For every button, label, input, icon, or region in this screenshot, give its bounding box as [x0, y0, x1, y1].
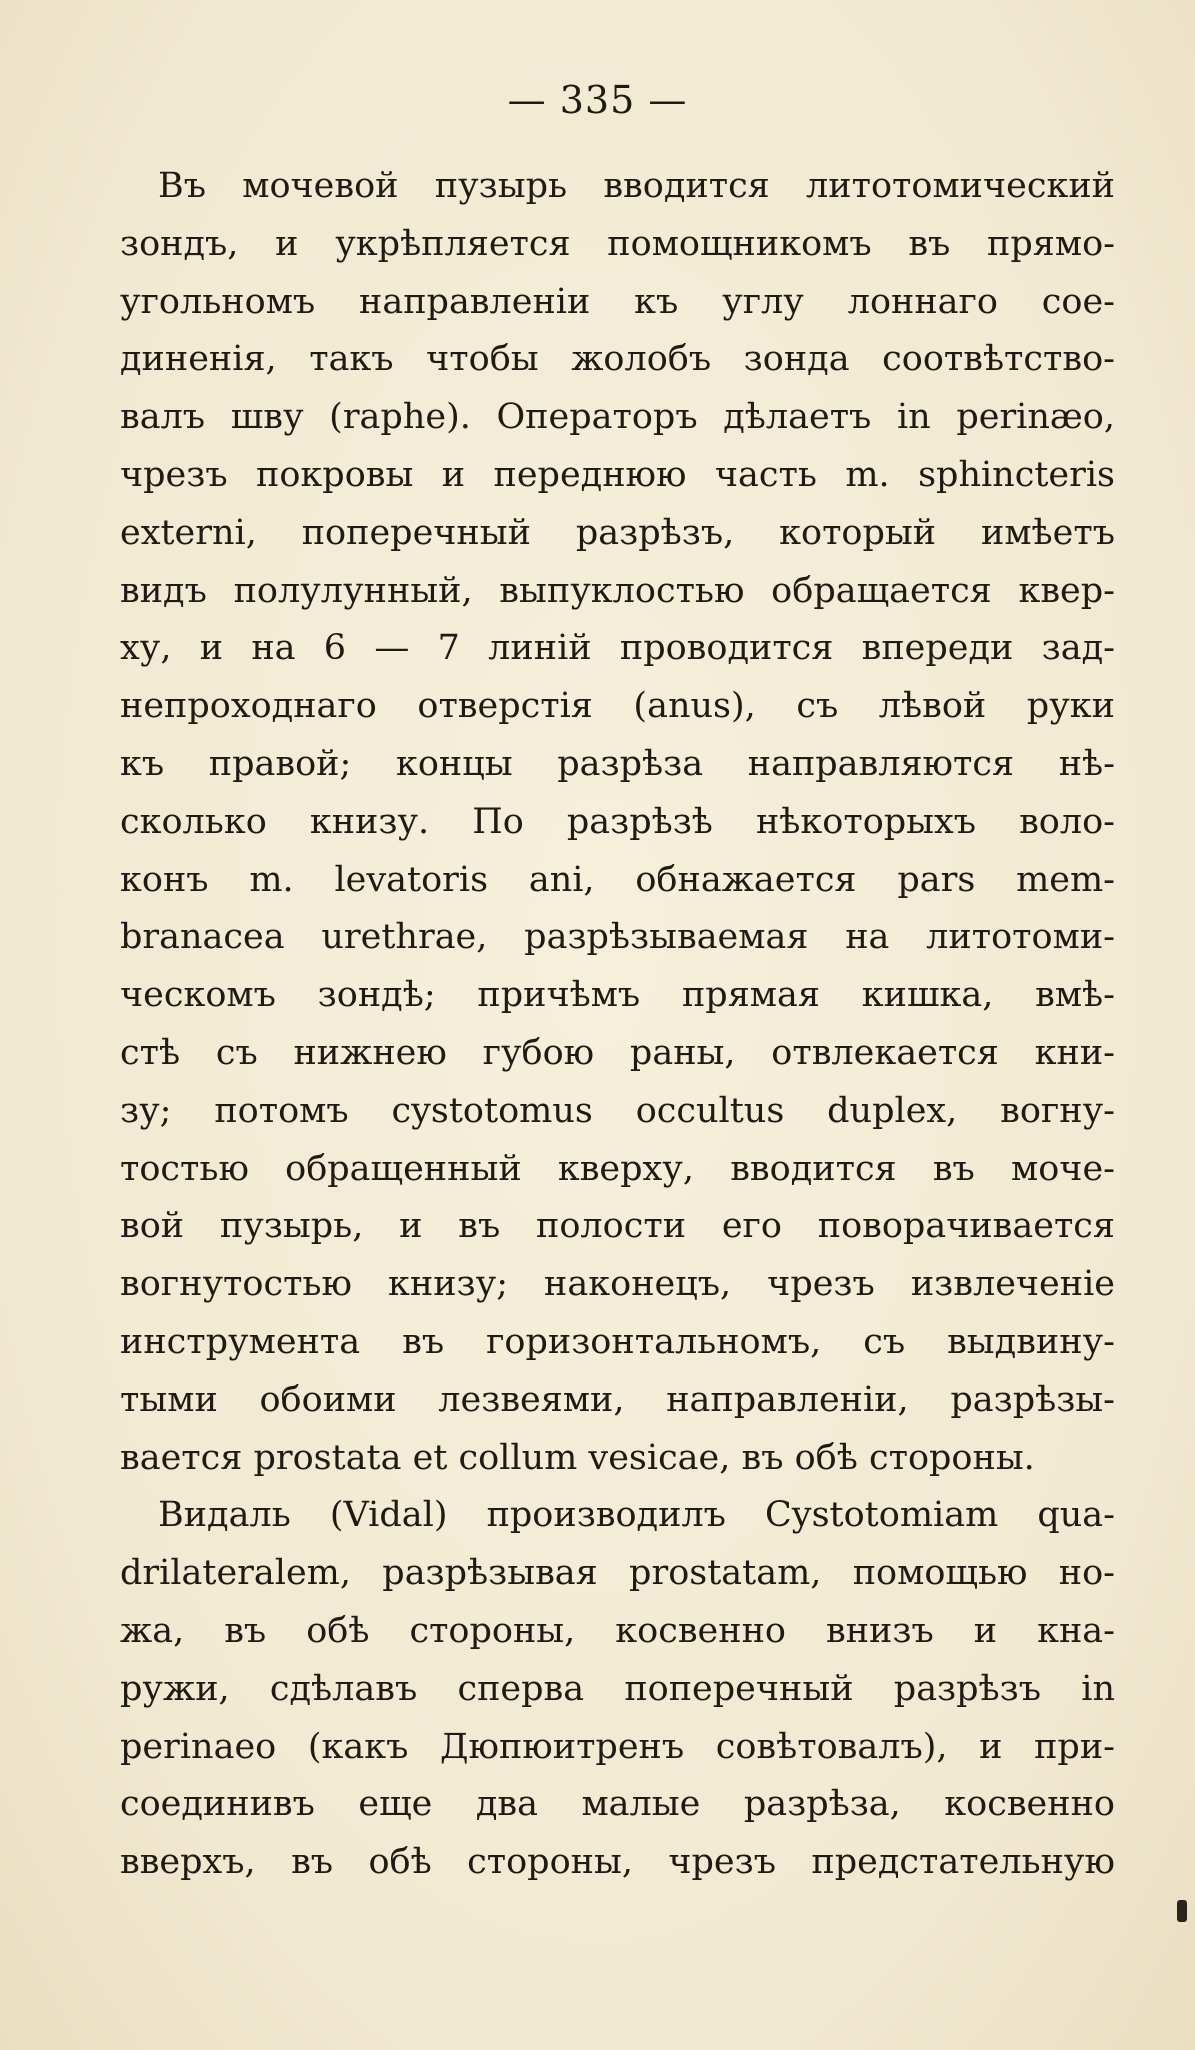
- text-line: соединивъ еще два малые разрѣза, косвенно: [120, 1784, 1115, 1825]
- text-line: конъ m. levatoris ani, обнажается pars mem-: [120, 859, 1115, 900]
- text-line: стѣ съ нижнею губою раны, отвлекается кни-: [120, 1032, 1115, 1073]
- text-line: Видаль (Vidal) производилъ Cystotomiam qua-: [158, 1495, 1115, 1536]
- text-line: вается prostata et collum vesicae, въ обѣ стороны.: [120, 1437, 1035, 1478]
- text-line: чрезъ покровы и переднюю часть m. sphincteris: [120, 454, 1115, 495]
- text-line: диненія, такъ чтобы жолобъ зонда соотвѣтство-: [120, 339, 1115, 380]
- text-line: вогнутостью книзу; наконецъ, чрезъ извлеченіе: [120, 1264, 1115, 1305]
- text-line: непроходнаго отверстія (anus), съ лѣвой руки: [120, 686, 1115, 727]
- text-line: branacea urethrae, разрѣзываемая на литотоми-: [120, 917, 1115, 958]
- text-line: сколько книзу. По разрѣзѣ нѣкоторыхъ воло-: [120, 801, 1115, 842]
- text-line: къ правой; концы разрѣза направляются нѣ-: [120, 743, 1115, 784]
- text-line: ческомъ зондѣ; причѣмъ прямая кишка, вмѣ-: [120, 975, 1115, 1016]
- page-edge-mark: [1177, 1900, 1187, 1922]
- text-line: вверхъ, въ обѣ стороны, чрезъ предстательную: [120, 1842, 1115, 1883]
- text-line: инструмента въ горизонтальномъ, съ выдвину-: [120, 1321, 1115, 1362]
- text-line: видъ полулунный, выпуклостью обращается квер-: [120, 570, 1115, 611]
- text-line: Въ мочевой пузырь вводится литотомический: [158, 166, 1115, 206]
- text-line: тыми обоими лезвеями, направленіи, разрѣзы-: [120, 1379, 1115, 1420]
- text-line: угольномъ направленіи къ углу лоннаго сое-: [120, 281, 1115, 322]
- paragraph-2: [120, 1487, 1115, 1892]
- text-line: валъ шву (raphe). Операторъ дѣлаетъ in perinæo,: [120, 397, 1115, 438]
- text-line: зу; потомъ cystotomus occultus duplex, вогну-: [120, 1090, 1115, 1131]
- text-line: ружи, сдѣлавъ сперва поперечный разрѣзъ in: [120, 1668, 1115, 1709]
- text-line: зондъ, и укрѣпляется помощникомъ въ прямо-: [120, 223, 1115, 264]
- text-line: тостью обращенный кверху, вводится въ моче-: [120, 1148, 1115, 1189]
- text-line: drilateralem, разрѣзывая prostatam, помощью но-: [120, 1553, 1115, 1594]
- text-line: ху, и на 6 — 7 линій проводится впереди зад-: [120, 628, 1115, 669]
- text-line: externi, поперечный разрѣзъ, который имѣетъ: [120, 512, 1115, 553]
- body-text: [120, 158, 1115, 1892]
- text-line: жа, въ обѣ стороны, косвенно внизъ и кна-: [120, 1610, 1115, 1651]
- paragraph-1: [120, 158, 1115, 1487]
- text-line: вой пузырь, и въ полости его поворачивается: [120, 1206, 1115, 1247]
- text-line: perinaeo (какъ Дюпюитренъ совѣтовалъ), и при-: [120, 1726, 1115, 1767]
- page-number: — 335 —: [507, 78, 688, 122]
